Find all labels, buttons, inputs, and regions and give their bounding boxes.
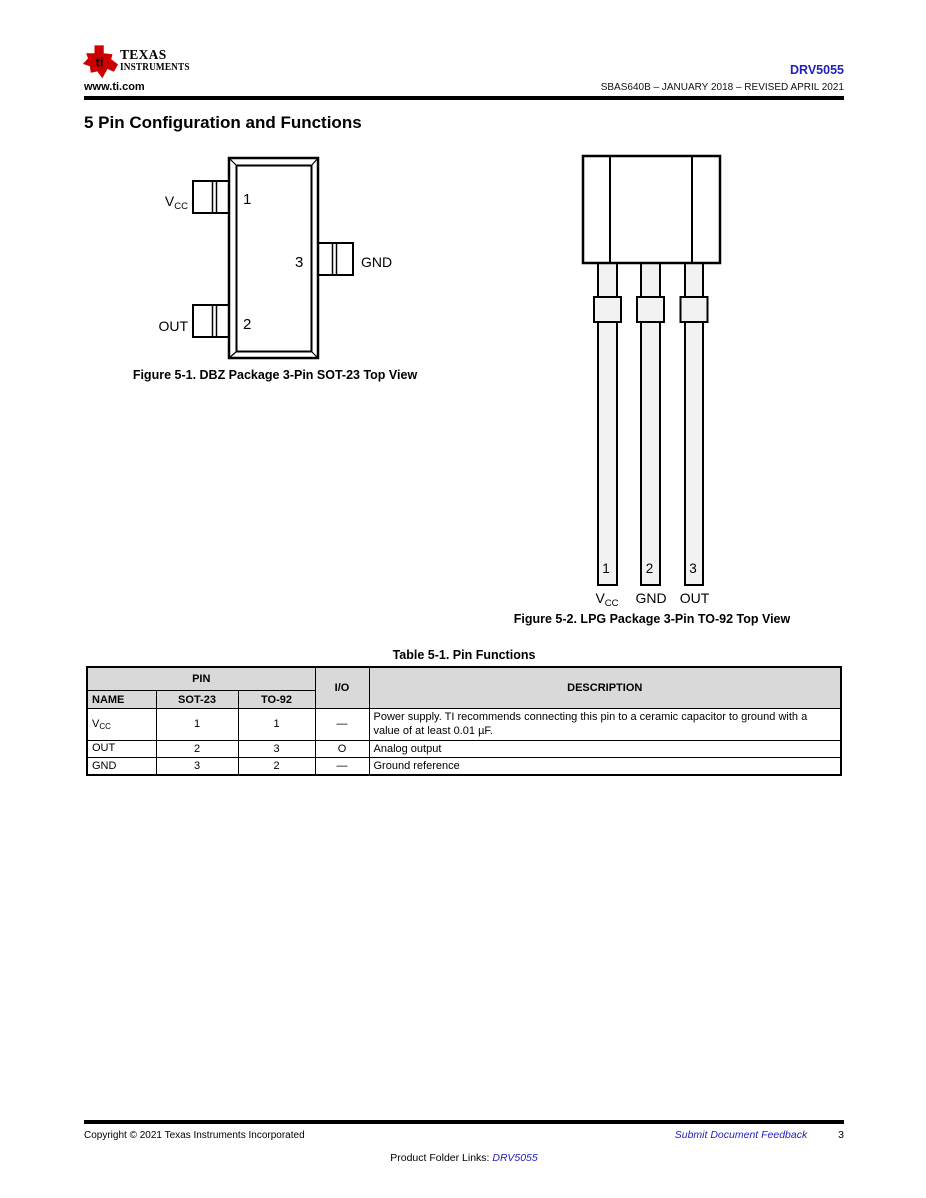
to92-gnd-label: GND [635, 590, 667, 606]
sot23-package-diagram [140, 150, 460, 366]
product-folder-links-row [84, 1152, 844, 1164]
to92-lead2-collar [637, 297, 664, 322]
figure-5-2-caption: Figure 5-2. LPG Package 3-Pin TO-92 Top View [513, 612, 791, 626]
copyright-text: Copyright © 2021 Texas Instruments Incorporated [84, 1130, 305, 1141]
doc-revision-text: SBAS640B – JANUARY 2018 – REVISED APRIL 2021 [600, 82, 844, 93]
footer-feedback-row [84, 1129, 844, 1141]
sot23-pin3-lead [318, 243, 353, 275]
to92-body-outline [583, 156, 720, 263]
to92-lead1-number: 1 [602, 561, 610, 576]
sot23-vcc-label: $V_{CC}$ [164, 193, 188, 212]
submit-document-feedback-link[interactable]: Submit Document Feedback [674, 1129, 808, 1141]
cell-sot23: 1 [156, 709, 238, 741]
pin-functions-table [86, 666, 842, 776]
col-header-description: DESCRIPTION [369, 667, 841, 709]
brand-line1: TEXAS [120, 47, 167, 62]
sot23-gnd-label: GND [361, 254, 393, 270]
header-rule [84, 96, 844, 100]
website-text: www.ti.com [84, 81, 145, 93]
to92-lead2-number: 2 [645, 561, 654, 576]
sot23-pin1-lead [193, 181, 229, 213]
cell-name [87, 740, 156, 757]
to92-vcc-label: $V_{CC}$ [595, 590, 619, 609]
cell-description: Ground reference [369, 757, 841, 775]
product-folder-link[interactable]: DRV5055 [492, 1152, 538, 1164]
sot23-pin2-number: 2 [243, 316, 252, 333]
cell-io: O [315, 740, 369, 757]
section-title: 5 Pin Configuration and Functions [84, 113, 362, 132]
cell-description: Power supply. TI recommends connecting this pin to a ceramic capacitor to ground with a value of at least 0.01 µF. [369, 709, 841, 741]
pin-name-sub: CC [99, 721, 111, 731]
pin-name-text: GND [92, 759, 117, 772]
page-number: 3 [838, 1129, 844, 1141]
figure-5-1-caption: Figure 5-1. DBZ Package 3-Pin SOT-23 Top View [132, 368, 418, 382]
col-header-pin-group: PIN [87, 667, 315, 691]
col-header-to92: TO-92 [238, 691, 315, 709]
to92-lead1-collar [594, 297, 621, 322]
sot23-pin1-number: 1 [243, 191, 252, 208]
col-header-sot23: SOT-23 [156, 691, 238, 709]
table-5-1-title: Table 5-1. Pin Functions [392, 648, 536, 662]
sot23-pin2-lead [193, 305, 229, 337]
sot23-out-label: OUT [158, 318, 188, 334]
table-header-row-1 [87, 667, 841, 691]
product-folder-links-label: Product Folder Links: [390, 1152, 490, 1164]
col-header-name: NAME [87, 691, 156, 709]
cell-to92: 3 [238, 740, 315, 757]
cell-io: — [315, 709, 369, 741]
cell-to92: 1 [238, 709, 315, 741]
table-row-gnd [87, 757, 841, 775]
cell-name [87, 757, 156, 775]
table-row-out [87, 740, 841, 757]
brand-line2: INSTRUMENTS [120, 61, 190, 73]
table-row-vcc [87, 709, 841, 741]
footer-rule [84, 1120, 844, 1124]
col-header-io: I/O [315, 667, 369, 709]
cell-name [87, 709, 156, 741]
cell-sot23: 2 [156, 740, 238, 757]
part-number-link[interactable]: DRV5055 [790, 63, 844, 77]
logo-mark-text: ti [95, 54, 104, 70]
to92-lead3-number: 3 [689, 561, 697, 576]
to92-lead3-collar [681, 297, 708, 322]
to92-package-diagram [580, 150, 730, 610]
sot23-pin3-number: 3 [295, 254, 304, 271]
cell-sot23: 3 [156, 757, 238, 775]
cell-to92: 2 [238, 757, 315, 775]
to92-out-label: OUT [679, 590, 710, 606]
cell-description: Analog output [369, 740, 841, 757]
pin-name-text: OUT [92, 742, 116, 755]
cell-io: — [315, 757, 369, 775]
pin-name-text: V [92, 717, 100, 730]
